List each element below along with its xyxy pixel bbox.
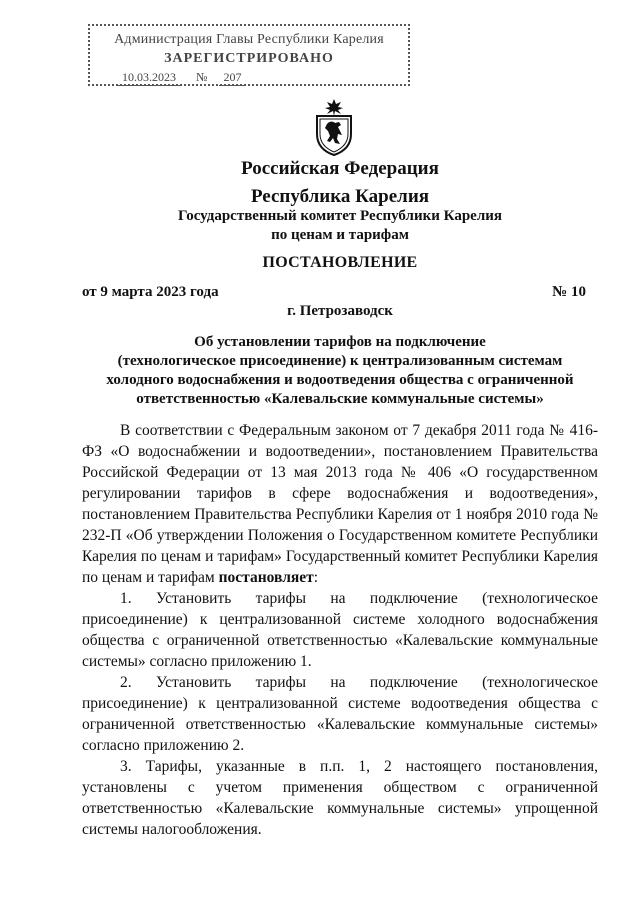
subject-line-1: Об установлении тарифов на подключение [194,334,486,350]
committee-line-2: по ценам и тарифам [271,227,409,243]
stamp-reg-number: 207 [219,70,245,86]
stamp-authority: Администрация Главы Республики Карелия [114,32,384,47]
subject-line-2: (технологическое присоединение) к централизованным системам [117,353,563,369]
subject-line-4: ответственностью «Калевальские коммунальные системы» [136,391,544,407]
item-2: 2. Установить тарифы на подключение (технологическое присоединение) к централизованной системе водоотведения общества с ограниченной ответственностью «Калевальские коммунальные системы» согласно приложению 2. [82,674,598,754]
preamble-text: В соответствии с Федеральным законом от 7 декабря 2011 года № 416-ФЗ «О водоснабжении и водоотведении», постановлением Правительства Российской Федерации от 13 мая 2013 года № 406 «О государственном регулировании тарифов в сфере водоснабжения и водоотведения», постановлением Правительства Республики Карелия от 1 ноября 2010 года № 232-П «Об утверждении Положения о Государственном комитете Республики Карелия по ценам и тарифам» Государственный комитет Республики Карелия по ценам и тарифам [82,422,598,586]
document-city: г. Петрозаводск [287,303,393,319]
document-date: от 9 марта 2023 года [82,284,219,300]
registration-stamp [88,24,410,86]
resolves-keyword: постановляет [218,569,314,586]
document-subject [80,333,600,409]
country-heading: Российская Федерация [241,158,439,179]
preamble-paragraph [82,420,598,588]
document-number: № 10 [552,284,586,300]
resolves-colon: : [313,569,319,586]
stamp-no-label: № [196,70,208,84]
karelia-coat-of-arms-icon [313,98,355,156]
stamp-registered: ЗАРЕГИСТРИРОВАНО [164,51,334,66]
item-1: 1. Установить тарифы на подключение (технологическое присоединение) к централизованной системе холодного водоснабжения общества с ограниченной ответственностью «Калевальские коммунальные системы» согласно приложению 1. [82,590,598,670]
committee-heading [80,207,600,245]
document-body [82,420,598,840]
document-type: ПОСТАНОВЛЕНИЕ [262,254,418,271]
committee-line-1: Государственный комитет Республики Карелия [178,208,502,224]
subject-line-3: холодного водоснабжения и водоотведения общества с ограниченной [106,372,574,388]
stamp-date-line [118,70,245,86]
item-3: 3. Тарифы, указанные в п.п. 1, 2 настоящего постановления, установлены с учетом применения обществом с ограниченной ответственностью «Калевальские коммунальные системы» упрощенной системы налогообложения. [82,758,598,838]
republic-heading: Республика Карелия [250,186,430,207]
stamp-date: 10.03.2023 [118,70,180,86]
